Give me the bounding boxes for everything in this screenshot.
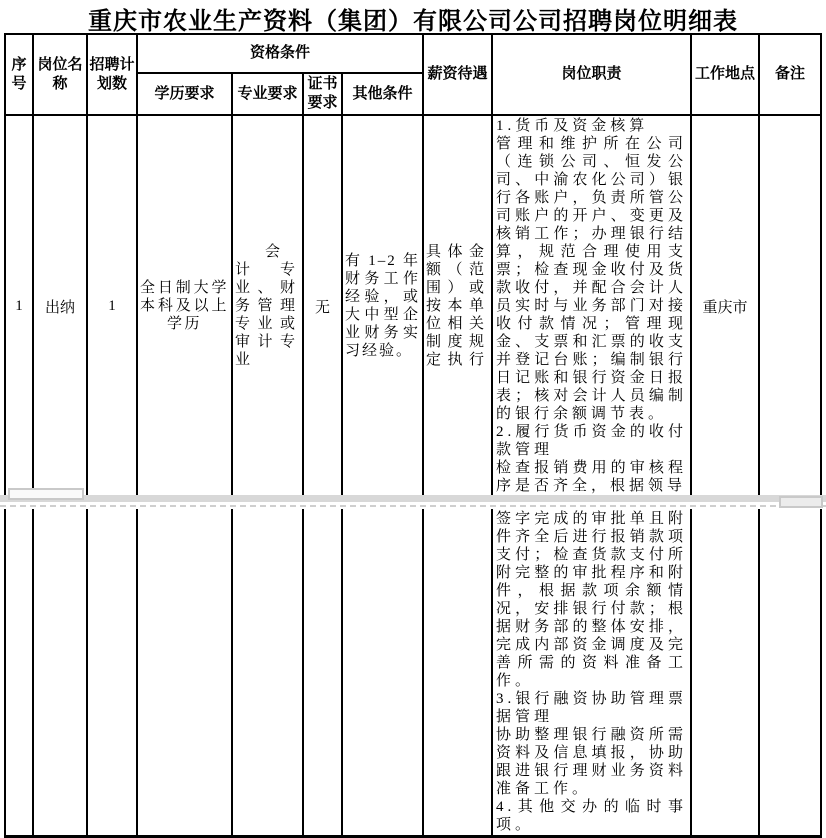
cell-location: 重庆市 xyxy=(691,115,759,498)
page-break-band xyxy=(0,495,826,502)
cell-seq: 1 xyxy=(5,115,33,498)
cell-certificate-cont xyxy=(303,509,342,837)
header-salary: 薪资待遇 xyxy=(423,34,492,115)
cell-duties-page2 xyxy=(492,509,691,837)
cell-major xyxy=(232,115,303,498)
recruitment-table-page2 xyxy=(4,509,822,838)
header-education: 学历要求 xyxy=(137,73,232,115)
page-break-dashed-line xyxy=(0,505,826,507)
cell-other-cont xyxy=(342,509,423,837)
header-other: 其他条件 xyxy=(342,73,423,115)
header-location: 工作地点 xyxy=(691,34,759,115)
cell-plan-count: 1 xyxy=(87,115,137,498)
salary-text: 具体金额（范围）或按本单位相关制度规定执行 xyxy=(426,244,490,368)
header-seq: 序号 xyxy=(5,34,33,115)
cell-other xyxy=(342,115,423,498)
header-remarks: 备注 xyxy=(759,34,821,115)
cell-plan-count-cont xyxy=(87,509,137,837)
page-break-handle-right xyxy=(779,496,823,508)
table-row-continued xyxy=(5,509,821,837)
header-qualifications-group: 资格条件 xyxy=(137,34,423,73)
page-break-handle-left xyxy=(8,488,84,500)
cell-salary xyxy=(423,115,492,498)
major-text: 会计专业、财务管理专业或审计专业 xyxy=(235,244,300,368)
recruitment-table-page1 xyxy=(4,33,822,499)
cell-salary-cont xyxy=(423,509,492,837)
cell-certificate: 无 xyxy=(303,115,342,498)
cell-major-cont xyxy=(232,509,303,837)
page-title: 重庆市农业生产资料（集团）有限公司公司招聘岗位明细表 xyxy=(88,9,738,35)
cell-remarks-cont xyxy=(759,509,821,837)
cell-duties-page1 xyxy=(492,115,691,498)
cell-education-cont xyxy=(137,509,232,837)
other-conditions-text: 有1–2年财务工作经验，或大中型企业财务实习经验。 xyxy=(345,253,421,359)
duties-text-page1: 1.货币及资金核算 管理和维护所在公司（连锁公司、恒发公司、中渝农化公司）银行各账户，负责所管公司账户的开户、变更及核销工作；办理银行结算，规范合理使用支票；检查现金收付及货款收付，并配合会计人员实时与业务部门对接收付款情况；管理现金、支票和汇票的收支并登记台账；编制银行日记账和银行资金日报表；核对会计人员编制的银行余额调节表。 2.履行货币资金的收付款管理 检查报销费用的审核程序是否齐全，根据领导 xyxy=(496,118,688,494)
duties-text-page2: 签字完成的审批单且附件齐全后进行报销款项支付；检查货款支付所附完整的审批程序和附件，根据款项余额情况，安排银行付款；根据财务部的整体安排，完成内部资金调度及完善所需的资料准备工作。 3.银行融资协助管理票据管理 协助整理银行融资所需资料及信息填报，协助跟进银行理财业务资料准备工作。 4.其他交办的临时事项。 xyxy=(496,511,687,833)
education-text: 全日制大学本科及以上学历 xyxy=(140,280,229,332)
table-row xyxy=(5,115,821,498)
cell-remarks xyxy=(759,115,821,498)
cell-position-name: 出纳 xyxy=(33,115,87,498)
header-position-name: 岗位名称 xyxy=(33,34,87,115)
cell-education xyxy=(137,115,232,498)
header-certificate: 证书要求 xyxy=(303,73,342,115)
cell-location-cont xyxy=(691,509,759,837)
header-plan-count: 招聘计划数 xyxy=(87,34,137,115)
cell-position-name-cont xyxy=(33,509,87,837)
header-major: 专业要求 xyxy=(232,73,303,115)
cell-seq-cont xyxy=(5,509,33,837)
header-duties: 岗位职责 xyxy=(492,34,691,115)
